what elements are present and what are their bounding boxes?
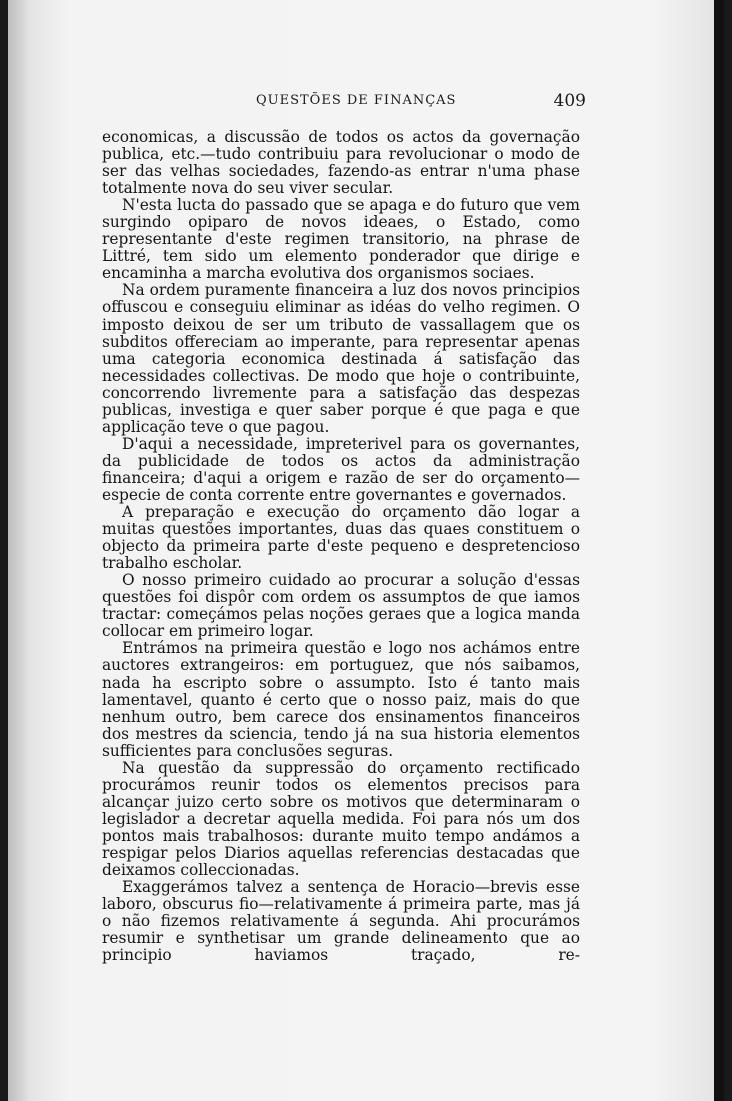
- paragraph: A preparação e execução do orçamento dão logar a muitas questões importantes, duas das quaes constituem o objecto da primeira parte d'este pequeno e despretencioso trabalho escholar.: [102, 503, 580, 573]
- paragraph: Exaggerámos talvez a sentença de Horacio—brevis esse laboro, obscurus fio—relativamente á primeira parte, mas já o não fizemos relativamente á segunda. Ahi procurámos resumir e synthetisar um grande delineamento que ao principio haviamos traçado, re-: [102, 878, 580, 965]
- paragraph: O nosso primeiro cuidado ao procurar a solução d'essas questões foi dispôr com ordem os assumptos de que iamos tractar: começámos pelas noções geraes que a logica manda collocar em primeiro logar.: [102, 571, 580, 641]
- paragraph: economicas, a discussão de todos os actos da governação publica, etc.—tudo contribuiu para revolucionar o modo de ser das velhas sociedades, fazendo-as entrar n'uma phase totalmente nova do seu viver secular.: [102, 128, 580, 198]
- book-page: [8, 0, 724, 1101]
- paragraph: Na questão da suppressão do orçamento rectificado procurámos reunir todos os elementos precisos para alcançar juizo certo sobre os motivos que determinaram o legislador a decretar aquella medida. Foi para nós um dos pontos mais trabalhosos: durante muito tempo andámos a respigar pelos Diarios aquellas referencias destacadas que deixamos colleccionadas.: [102, 758, 580, 880]
- page-edge-shadow: [714, 0, 724, 1101]
- paragraph: Entrámos na primeira questão e logo nos achámos entre auctores extrangeiros: em portuguez, que nós saibamos, nada ha escripto sobre o assumpto. Isto é tanto mais lamentavel, quanto é certo que o nosso paiz, mais do que nenhum outro, bem carece dos ensinamentos financeiros dos mestres da sciencia, tendo já na sua historia elementos sufficientes para conclusões seguras.: [102, 639, 580, 760]
- paragraph: Na ordem puramente financeira a luz dos novos principios offuscou e conseguiu eliminar as idéas do velho regimen. O imposto deixou de ser um tributo de vassallagem que os subditos offereciam ao imperante, para representar apenas uma categoria economica destinada á satisfação das necessidades collectivas. De modo que hoje o contribuinte, concorrendo livremente para a satisfação das despezas publicas, investiga e quer saber porque é que paga e que applicação teve o que pagou.: [102, 281, 580, 436]
- running-head: [256, 91, 586, 113]
- paragraph: D'aqui a necessidade, impreterivel para os governantes, da publicidade de todos os actos da administração financeira; d'aqui a origem e razão de ser do orçamento—especie de conta corrente entre governantes e governados.: [102, 434, 580, 504]
- running-title: QUESTÕES DE FINANÇAS: [256, 93, 457, 108]
- paragraph: N'esta lucta do passado que se apaga e do futuro que vem surgindo opiparo de novos ideaes, o Estado, como representante d'este regimen transitorio, na phrase de Littré, tem sido um elemento ponderador que dirige e encaminha a marcha evolutiva dos organismos sociaes.: [102, 196, 580, 283]
- page-number: 409: [553, 91, 586, 111]
- body-text: [102, 129, 580, 964]
